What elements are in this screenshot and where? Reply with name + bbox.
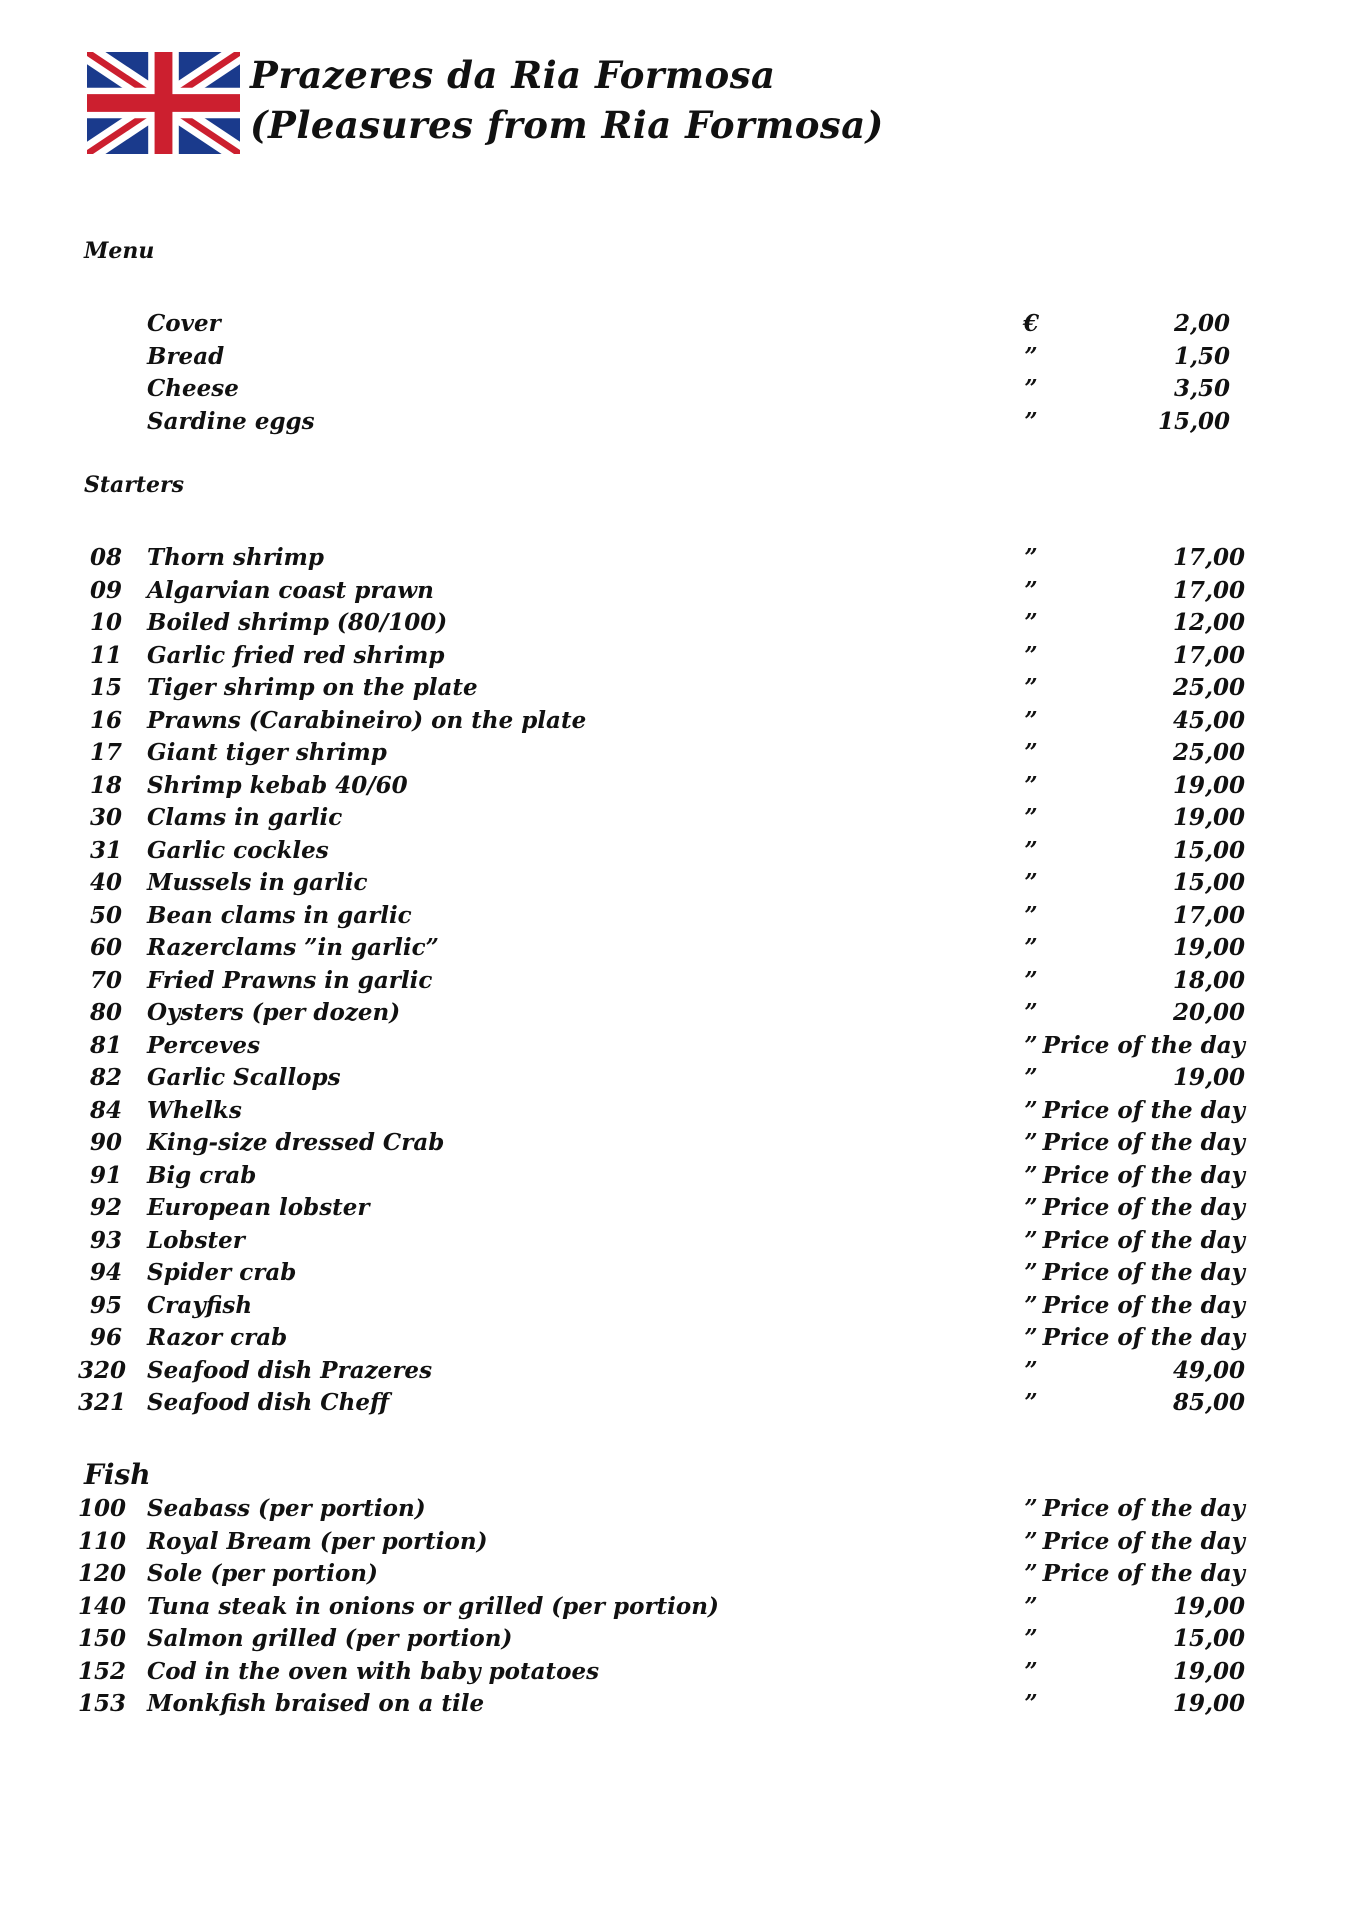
menu-item-row	[0, 1688, 1358, 1720]
item-price: 17,00	[1172, 576, 1245, 604]
item-name: Cover	[147, 310, 221, 337]
item-number: 140	[78, 1592, 127, 1620]
item-price: 19,00	[1172, 804, 1245, 831]
currency-mark: ”	[1024, 1495, 1038, 1522]
starters-heading: Starters	[84, 472, 185, 498]
item-name: Seafood dish Prazeres	[147, 1356, 433, 1384]
currency-mark: ”	[1024, 869, 1038, 896]
currency-mark: ”	[1024, 966, 1038, 994]
item-price: Price of the day	[1042, 1527, 1245, 1555]
currency-mark: ”	[1024, 1560, 1038, 1587]
currency-mark: ”	[1024, 901, 1038, 929]
currency-mark: ”	[1024, 739, 1038, 766]
item-name: Cod in the oven with baby potatoes	[147, 1657, 600, 1685]
item-number: 110	[78, 1527, 127, 1555]
item-name: Algarvian coast prawn	[147, 576, 434, 604]
menu-heading: Menu	[84, 238, 155, 264]
item-number: 80	[89, 999, 122, 1026]
currency-mark: ”	[1024, 1161, 1038, 1189]
item-price: Price of the day	[1042, 1324, 1245, 1351]
item-price: 19,00	[1172, 771, 1245, 799]
currency-mark: ”	[1024, 641, 1038, 669]
menu-item-row	[0, 640, 1358, 672]
menu-item-row	[0, 1030, 1358, 1062]
item-price: Price of the day	[1042, 1291, 1245, 1319]
item-name: Razor crab	[147, 1324, 288, 1351]
item-name: Sole (per portion)	[147, 1560, 378, 1587]
item-number: 92	[89, 1194, 122, 1221]
currency-mark: ”	[1024, 375, 1038, 402]
menu-item-row	[0, 341, 1358, 373]
item-number: 82	[89, 1064, 122, 1091]
item-name: Sardine eggs	[147, 407, 315, 435]
item-price: Price of the day	[1042, 1129, 1245, 1156]
item-number: 96	[89, 1324, 122, 1351]
menu-item-row	[0, 965, 1358, 997]
menu-item-row	[0, 542, 1358, 574]
currency-mark: ”	[1024, 804, 1038, 831]
item-name: Spider crab	[147, 1259, 297, 1286]
item-name: King-size dressed Crab	[147, 1129, 445, 1156]
item-name: Bean clams in garlic	[147, 901, 412, 929]
item-name: Prawns (Carabineiro) on the plate	[147, 706, 587, 734]
item-number: 94	[89, 1259, 122, 1286]
item-name: Razerclams ”in garlic”	[147, 934, 439, 961]
item-price: 25,00	[1172, 674, 1245, 701]
menu-item-row	[0, 1322, 1358, 1354]
fish-heading: Fish	[84, 1458, 151, 1491]
item-price: 12,00	[1172, 609, 1245, 636]
menu-item-row	[0, 997, 1358, 1029]
item-number: 11	[89, 641, 122, 669]
menu-item-row	[0, 737, 1358, 769]
item-name: Garlic fried red shrimp	[147, 641, 445, 669]
menu-item-row	[0, 1290, 1358, 1322]
menu-item-row	[0, 373, 1358, 405]
item-number: 91	[89, 1161, 122, 1189]
item-price: 17,00	[1172, 544, 1245, 571]
item-number: 120	[78, 1560, 127, 1587]
item-number: 152	[78, 1657, 127, 1685]
currency-mark: ”	[1024, 1129, 1038, 1156]
menu-item-row	[0, 1526, 1358, 1558]
menu-item-row	[0, 1623, 1358, 1655]
menu-item-row	[0, 1493, 1358, 1525]
item-name: Thorn shrimp	[147, 544, 324, 571]
item-name: Fried Prawns in garlic	[147, 966, 433, 994]
title-line-1: Prazeres da Ria Formosa	[250, 53, 776, 97]
item-name: Seafood dish Cheff	[147, 1389, 389, 1416]
currency-mark: ”	[1024, 1690, 1038, 1717]
item-number: 90	[89, 1129, 122, 1156]
item-number: 31	[89, 836, 122, 864]
item-price: Price of the day	[1042, 1560, 1245, 1587]
currency-mark: ”	[1024, 1291, 1038, 1319]
menu-item-row	[0, 932, 1358, 964]
item-name: Whelks	[147, 1096, 242, 1124]
item-number: 16	[89, 706, 122, 734]
menu-item-row	[0, 770, 1358, 802]
item-price: 3,50	[1173, 375, 1230, 402]
currency-mark: ”	[1024, 1259, 1038, 1286]
item-price: Price of the day	[1042, 1226, 1245, 1254]
item-price: 2,00	[1173, 310, 1230, 337]
item-number: 70	[89, 966, 122, 994]
currency-mark: ”	[1024, 1324, 1038, 1351]
currency-mark: ”	[1024, 934, 1038, 961]
currency-mark: ”	[1024, 1356, 1038, 1384]
currency-mark: ”	[1024, 342, 1038, 370]
item-price: 49,00	[1172, 1356, 1245, 1384]
item-name: Big crab	[147, 1161, 257, 1189]
item-name: Shrimp kebab 40/60	[147, 771, 408, 799]
item-number: 150	[78, 1625, 127, 1652]
currency-mark: ”	[1024, 1031, 1038, 1059]
item-price: 15,00	[1172, 836, 1245, 864]
item-number: 15	[89, 674, 122, 701]
currency-mark: ”	[1024, 771, 1038, 799]
item-number: 95	[89, 1291, 122, 1319]
item-name: Garlic Scallops	[147, 1064, 341, 1091]
item-price: 19,00	[1172, 934, 1245, 961]
currency-mark: ”	[1024, 836, 1038, 864]
currency-mark: ”	[1024, 1592, 1038, 1620]
item-name: Crayfish	[147, 1291, 253, 1319]
currency-mark: ”	[1024, 1064, 1038, 1091]
item-number: 30	[89, 804, 122, 831]
currency-mark: ”	[1024, 674, 1038, 701]
menu-item-row	[0, 802, 1358, 834]
menu-item-row	[0, 1127, 1358, 1159]
menu-item-row	[0, 406, 1358, 438]
currency-mark: ”	[1024, 544, 1038, 571]
item-price: 18,00	[1172, 966, 1245, 994]
title-line-2: (Pleasures from Ria Formosa)	[250, 103, 884, 147]
menu-item-row	[0, 900, 1358, 932]
currency-mark: ”	[1024, 609, 1038, 636]
item-price: 19,00	[1172, 1592, 1245, 1620]
menu-item-row	[0, 705, 1358, 737]
item-name: Tiger shrimp on the plate	[147, 674, 478, 701]
item-name: Mussels in garlic	[147, 869, 368, 896]
menu-item-row	[0, 1355, 1358, 1387]
currency-mark: ”	[1024, 407, 1038, 435]
item-name: Salmon grilled (per portion)	[147, 1625, 513, 1652]
menu-item-row	[0, 867, 1358, 899]
menu-item-row	[0, 575, 1358, 607]
item-price: 17,00	[1172, 901, 1245, 929]
item-price: 19,00	[1172, 1690, 1245, 1717]
item-name: Bread	[147, 342, 225, 370]
item-name: Clams in garlic	[147, 804, 343, 831]
menu-item-row	[0, 672, 1358, 704]
item-number: 08	[89, 544, 122, 571]
currency-mark: ”	[1024, 1096, 1038, 1124]
menu-item-row	[0, 607, 1358, 639]
item-name: Oysters (per dozen)	[147, 999, 401, 1026]
item-name: Royal Bream (per portion)	[147, 1527, 488, 1555]
item-price: Price of the day	[1042, 1194, 1245, 1221]
menu-item-row	[0, 1656, 1358, 1688]
currency-mark: ”	[1024, 1527, 1038, 1555]
item-number: 17	[89, 739, 122, 766]
menu-item-row	[0, 1387, 1358, 1419]
menu-item-row	[0, 1257, 1358, 1289]
item-price: Price of the day	[1042, 1495, 1245, 1522]
currency-mark: ”	[1024, 1657, 1038, 1685]
item-price: 45,00	[1172, 706, 1245, 734]
item-price: 1,50	[1173, 342, 1230, 370]
item-number: 81	[89, 1031, 122, 1059]
item-name: Seabass (per portion)	[147, 1495, 426, 1522]
item-number: 40	[89, 869, 122, 896]
item-price: Price of the day	[1042, 1259, 1245, 1286]
item-number: 320	[78, 1356, 127, 1384]
currency-mark: ”	[1024, 999, 1038, 1026]
item-number: 100	[78, 1495, 127, 1522]
item-number: 60	[89, 934, 122, 961]
menu-item-row	[0, 835, 1358, 867]
menu-item-row	[0, 1558, 1358, 1590]
item-price: Price of the day	[1042, 1096, 1245, 1124]
menu-item-row	[0, 1225, 1358, 1257]
page-title	[250, 50, 884, 150]
item-price: 25,00	[1172, 739, 1245, 766]
currency-mark: ”	[1024, 1625, 1038, 1652]
currency-mark: ”	[1024, 1389, 1038, 1416]
menu-item-row	[0, 1160, 1358, 1192]
menu-item-row	[0, 1095, 1358, 1127]
item-price: 15,00	[1157, 407, 1230, 435]
item-name: Monkfish braised on a tile	[147, 1690, 485, 1717]
item-price: 85,00	[1172, 1389, 1245, 1416]
item-name: Lobster	[147, 1226, 245, 1254]
item-price: Price of the day	[1042, 1031, 1245, 1059]
currency-mark: ”	[1024, 576, 1038, 604]
menu-item-row	[0, 1591, 1358, 1623]
currency-mark: €	[1022, 310, 1039, 337]
item-price: Price of the day	[1042, 1161, 1245, 1189]
menu-item-row	[0, 1062, 1358, 1094]
item-number: 84	[89, 1096, 122, 1124]
item-number: 93	[89, 1226, 122, 1254]
item-number: 18	[89, 771, 122, 799]
item-name: Giant tiger shrimp	[147, 739, 387, 766]
item-name: Tuna steak in onions or grilled (per portion)	[147, 1592, 719, 1620]
item-number: 10	[89, 609, 122, 636]
item-price: 17,00	[1172, 641, 1245, 669]
menu-item-row	[0, 308, 1358, 340]
item-name: Garlic cockles	[147, 836, 329, 864]
item-price: 20,00	[1172, 999, 1245, 1026]
union-jack-flag-icon	[87, 52, 240, 154]
item-number: 153	[78, 1690, 127, 1717]
currency-mark: ”	[1024, 706, 1038, 734]
item-price: 15,00	[1172, 869, 1245, 896]
item-name: European lobster	[147, 1194, 370, 1221]
item-name: Cheese	[147, 375, 239, 402]
item-name: Boiled shrimp (80/100)	[147, 609, 448, 636]
currency-mark: ”	[1024, 1194, 1038, 1221]
item-name: Perceves	[147, 1031, 261, 1059]
currency-mark: ”	[1024, 1226, 1038, 1254]
item-number: 321	[78, 1389, 127, 1416]
item-price: 15,00	[1172, 1625, 1245, 1652]
item-number: 09	[89, 576, 122, 604]
item-price: 19,00	[1172, 1657, 1245, 1685]
item-price: 19,00	[1172, 1064, 1245, 1091]
menu-item-row	[0, 1192, 1358, 1224]
item-number: 50	[89, 901, 122, 929]
